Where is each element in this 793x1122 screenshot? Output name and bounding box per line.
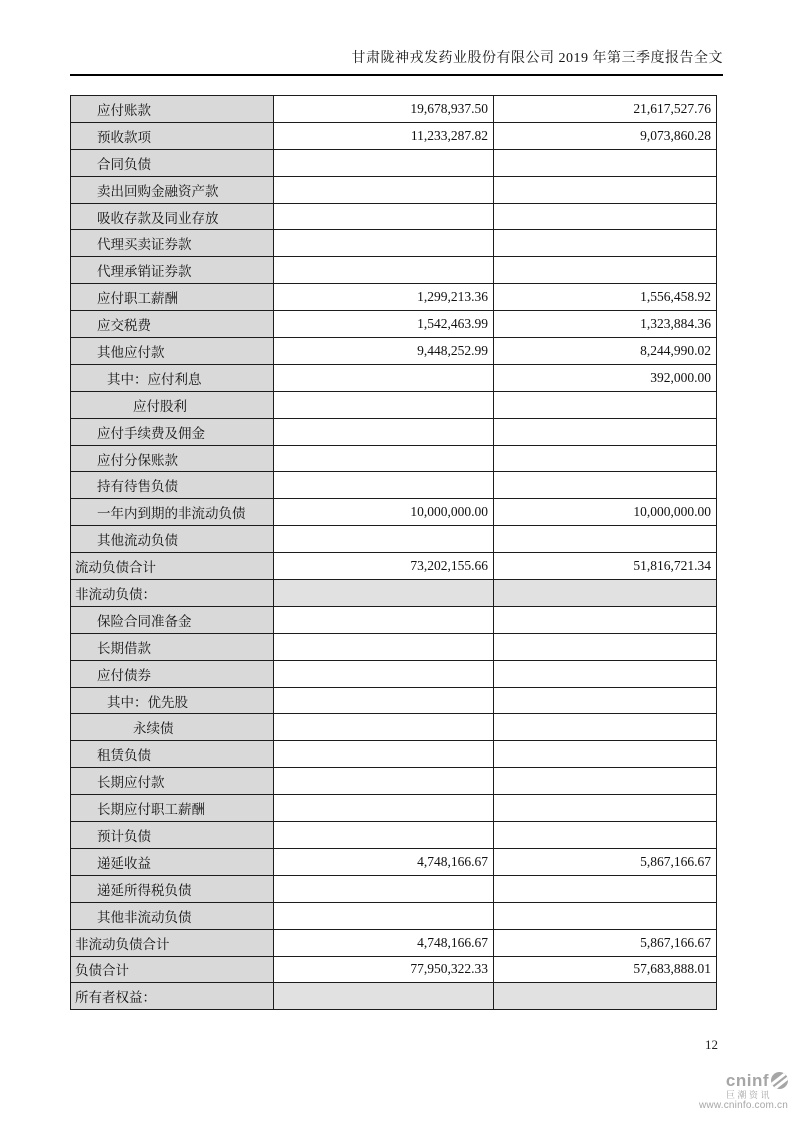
table-row: [71, 230, 717, 257]
row-value-current: 73,202,155.66: [274, 553, 494, 580]
row-value-prior: [494, 741, 717, 768]
row-label: 应付职工薪酬: [71, 284, 274, 311]
row-value-prior: [494, 660, 717, 687]
row-value-current: [274, 445, 494, 472]
table-row: [71, 257, 717, 284]
cninfo-swirl-icon: [771, 1072, 788, 1089]
row-label: 其他非流动负债: [71, 902, 274, 929]
row-value-prior: [494, 633, 717, 660]
row-label: 持有待售负债: [71, 472, 274, 499]
row-value-current: 4,748,166.67: [274, 848, 494, 875]
row-label: 永续债: [71, 714, 274, 741]
row-value-current: [274, 364, 494, 391]
row-value-prior: [494, 902, 717, 929]
row-value-current: [274, 714, 494, 741]
row-value-current: [274, 391, 494, 418]
page-number: 12: [705, 1037, 718, 1052]
row-value-prior: 392,000.00: [494, 364, 717, 391]
row-label: 非流动负债：: [71, 580, 274, 607]
row-value-current: [274, 902, 494, 929]
table-row: [71, 714, 717, 741]
row-value-current: 4,748,166.67: [274, 929, 494, 956]
row-label: 应付分保账款: [71, 445, 274, 472]
page-title: 甘肃陇神戎发药业股份有限公司 2019 年第三季度报告全文: [70, 47, 723, 76]
table-row: [71, 472, 717, 499]
row-value-current: [274, 176, 494, 203]
row-value-prior: [494, 983, 717, 1010]
row-value-prior: [494, 606, 717, 633]
table-row: [71, 687, 717, 714]
row-value-prior: 57,683,888.01: [494, 956, 717, 983]
table-row: [71, 929, 717, 956]
row-value-prior: [494, 822, 717, 849]
row-value-prior: [494, 795, 717, 822]
row-value-prior: 10,000,000.00: [494, 499, 717, 526]
row-label: 代理承销证券款: [71, 257, 274, 284]
table-row: [71, 149, 717, 176]
row-value-current: 10,000,000.00: [274, 499, 494, 526]
row-value-current: [274, 526, 494, 553]
row-value-prior: [494, 472, 717, 499]
row-label: 负债合计: [71, 956, 274, 983]
row-value-current: [274, 203, 494, 230]
row-value-current: 19,678,937.50: [274, 96, 494, 123]
row-value-current: [274, 741, 494, 768]
row-value-current: [274, 660, 494, 687]
row-label: 一年内到期的非流动负债: [71, 499, 274, 526]
table-row: [71, 633, 717, 660]
table-row: [71, 660, 717, 687]
table-row: [71, 875, 717, 902]
row-label: 应付账款: [71, 96, 274, 123]
row-value-prior: [494, 687, 717, 714]
table-row: [71, 553, 717, 580]
row-value-current: [274, 795, 494, 822]
table-row: [71, 606, 717, 633]
table-row: [71, 96, 717, 123]
row-label: 其他应付款: [71, 338, 274, 365]
row-value-prior: 5,867,166.67: [494, 848, 717, 875]
row-value-current: [274, 230, 494, 257]
table-row: [71, 983, 717, 1010]
cninfo-logo-top: [688, 1072, 788, 1090]
row-label: 应付债券: [71, 660, 274, 687]
liabilities-table: [70, 95, 717, 1010]
row-value-prior: [494, 875, 717, 902]
table-row: [71, 822, 717, 849]
row-value-prior: [494, 768, 717, 795]
table-row: [71, 203, 717, 230]
table-row: [71, 499, 717, 526]
row-value-current: 9,448,252.99: [274, 338, 494, 365]
table-row: [71, 418, 717, 445]
table-row: [71, 338, 717, 365]
table-row: [71, 848, 717, 875]
row-label: 合同负债: [71, 149, 274, 176]
row-value-prior: 1,323,884.36: [494, 311, 717, 338]
row-label: 应付手续费及佣金: [71, 418, 274, 445]
cninfo-logo-brand: cninf: [725, 1071, 769, 1090]
row-label: 吸收存款及同业存放: [71, 203, 274, 230]
row-value-current: 77,950,322.33: [274, 956, 494, 983]
cninfo-logo: [688, 1072, 788, 1112]
row-label: 预计负债: [71, 822, 274, 849]
row-label: 应交税费: [71, 311, 274, 338]
row-label: 长期应付款: [71, 768, 274, 795]
table-row: [71, 956, 717, 983]
row-value-prior: [494, 257, 717, 284]
row-value-current: [274, 149, 494, 176]
table-row: [71, 741, 717, 768]
table-row: [71, 176, 717, 203]
row-value-current: [274, 768, 494, 795]
row-value-current: 1,542,463.99: [274, 311, 494, 338]
row-value-prior: [494, 149, 717, 176]
row-label: 其中：应付利息: [71, 364, 274, 391]
row-label: 其他流动负债: [71, 526, 274, 553]
row-value-current: [274, 257, 494, 284]
cninfo-logo-url: www.cninfo.com.cn: [699, 1100, 788, 1112]
row-value-prior: 5,867,166.67: [494, 929, 717, 956]
row-value-current: [274, 606, 494, 633]
row-label: 长期应付职工薪酬: [71, 795, 274, 822]
cninfo-logo-chinese-name: 巨潮资讯: [725, 1089, 772, 1100]
row-value-current: [274, 633, 494, 660]
row-value-prior: 9,073,860.28: [494, 122, 717, 149]
row-value-current: [274, 875, 494, 902]
row-label: 租赁负债: [71, 741, 274, 768]
row-value-current: 11,233,287.82: [274, 122, 494, 149]
table-row: [71, 391, 717, 418]
table-row: [71, 364, 717, 391]
table-row: [71, 902, 717, 929]
row-label: 递延所得税负债: [71, 875, 274, 902]
row-label: 流动负债合计: [71, 553, 274, 580]
row-label: 其中：优先股: [71, 687, 274, 714]
row-label: 保险合同准备金: [71, 606, 274, 633]
row-value-current: [274, 580, 494, 607]
row-value-prior: 8,244,990.02: [494, 338, 717, 365]
row-value-current: [274, 687, 494, 714]
row-value-current: [274, 418, 494, 445]
row-value-prior: [494, 526, 717, 553]
row-value-prior: 21,617,527.76: [494, 96, 717, 123]
table-row: [71, 284, 717, 311]
table-row: [71, 768, 717, 795]
table-row: [71, 580, 717, 607]
table-row: [71, 526, 717, 553]
table-row: [71, 122, 717, 149]
row-value-prior: 1,556,458.92: [494, 284, 717, 311]
row-label: 长期借款: [71, 633, 274, 660]
row-label: 应付股利: [71, 391, 274, 418]
row-label: 递延收益: [71, 848, 274, 875]
row-value-prior: [494, 391, 717, 418]
row-label: 非流动负债合计: [71, 929, 274, 956]
row-label: 预收款项: [71, 122, 274, 149]
row-value-prior: [494, 176, 717, 203]
table-row: [71, 311, 717, 338]
row-label: 所有者权益：: [71, 983, 274, 1010]
row-label: 卖出回购金融资产款: [71, 176, 274, 203]
row-value-prior: 51,816,721.34: [494, 553, 717, 580]
row-value-prior: [494, 203, 717, 230]
row-value-prior: [494, 445, 717, 472]
row-value-prior: [494, 230, 717, 257]
row-value-prior: [494, 418, 717, 445]
row-value-current: [274, 983, 494, 1010]
row-value-current: [274, 822, 494, 849]
row-label: 代理买卖证券款: [71, 230, 274, 257]
liabilities-table-body: [71, 96, 717, 1010]
row-value-prior: [494, 580, 717, 607]
row-value-prior: [494, 714, 717, 741]
table-row: [71, 795, 717, 822]
table-row: [71, 445, 717, 472]
row-value-current: [274, 472, 494, 499]
row-value-current: 1,299,213.36: [274, 284, 494, 311]
